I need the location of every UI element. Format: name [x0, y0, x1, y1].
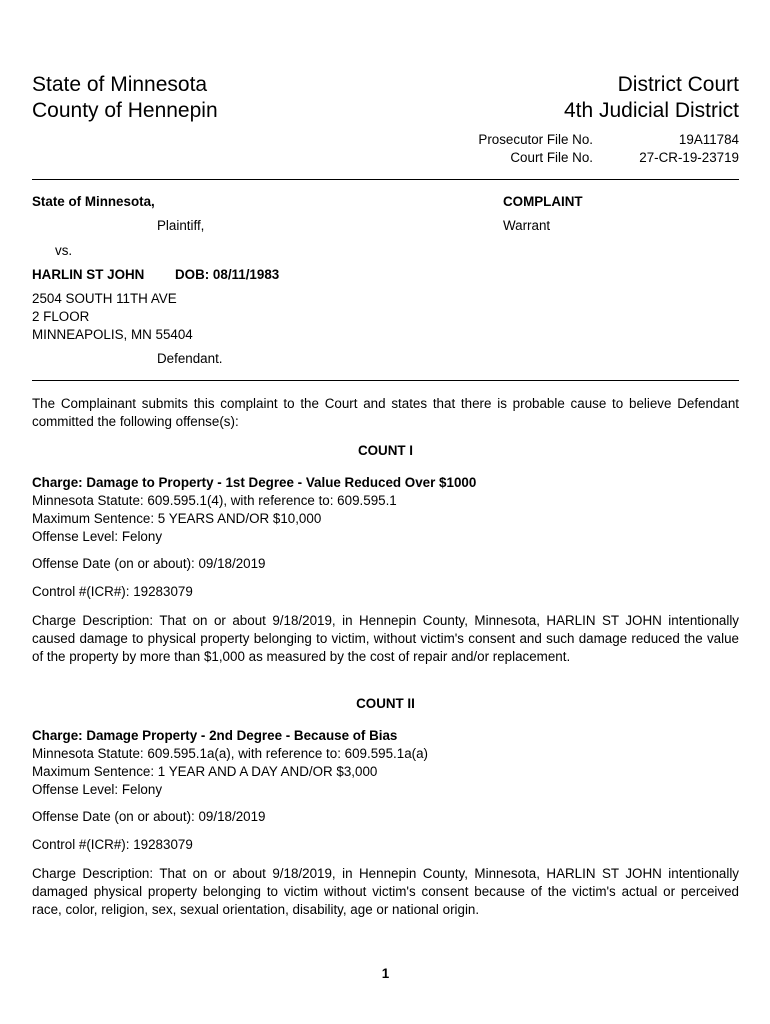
charge-description: Charge Description: That on or about 9/18/2019, in Hennepin County, Minnesota, HARLIN ST JOHN intentionally caused damage to physical property belonging to victim, without victim's consent and such damage reduced the value of the property by more than $1,000 as measured by the cost of repair and/or replacement.	[32, 613, 739, 664]
defendant-role: Defendant.	[157, 351, 223, 366]
control-number: Control #(ICR#): 19283079	[32, 584, 193, 599]
district-heading: 4th Judicial District	[563, 99, 739, 122]
charge-title: Charge: Damage to Property - 1st Degree - Value Reduced Over $1000	[32, 475, 477, 490]
offense-date: Offense Date (on or about): 09/18/2019	[32, 809, 266, 824]
versus-label: vs.	[55, 243, 73, 258]
plaintiff-role: Plaintiff,	[157, 218, 205, 233]
prosecutor-file-label: Prosecutor File No.	[478, 132, 593, 147]
document-type: COMPLAINT	[503, 194, 583, 209]
file-numbers	[478, 131, 739, 167]
count-details	[32, 474, 476, 546]
divider-top	[32, 179, 739, 180]
offense-date: Offense Date (on or about): 09/18/2019	[32, 556, 266, 571]
defendant-address	[32, 290, 193, 344]
charge-title: Charge: Damage Property - 2nd Degree - Because of Bias	[32, 728, 398, 743]
max-sentence: Maximum Sentence: 5 YEARS AND/OR $10,000	[32, 511, 322, 526]
court-file-value: 27-CR-19-23719	[639, 150, 739, 165]
count-details	[32, 727, 428, 799]
document-subtype: Warrant	[503, 218, 551, 233]
defendant-dob: DOB: 08/11/1983	[175, 267, 280, 282]
complaint-page	[32, 0, 739, 1024]
state-heading: State of Minnesota	[32, 73, 208, 96]
charge-description: Charge Description: That on or about 9/18/2019, in Hennepin County, Minnesota, HARLIN ST JOHN intentionally damaged physical property belonging to victim without victim's consent because of the victim's actual or perceived race, color, religion, sex, sexual orientation, disability, age or national origin.	[32, 866, 739, 917]
court-heading: District Court	[617, 73, 739, 96]
address-line: MINNEAPOLIS, MN 55404	[32, 327, 193, 342]
statute: Minnesota Statute: 609.595.1(4), with reference to: 609.595.1	[32, 493, 397, 508]
county-heading: County of Hennepin	[32, 99, 218, 122]
court-file-label: Court File No.	[510, 150, 593, 165]
intro-paragraph: The Complainant submits this complaint to the Court and states that there is probable cause to believe Defendant committed the following offense(s):	[32, 396, 739, 429]
page-number: 1	[381, 966, 390, 981]
header-left	[32, 72, 218, 124]
control-number: Control #(ICR#): 19283079	[32, 837, 193, 852]
offense-level: Offense Level: Felony	[32, 529, 163, 544]
prosecutor-file-value: 19A11784	[678, 132, 739, 147]
address-line: 2504 SOUTH 11TH AVE	[32, 291, 177, 306]
defendant-name: HARLIN ST JOHN	[32, 267, 145, 282]
plaintiff-name: State of Minnesota,	[32, 194, 155, 209]
count-title: COUNT I	[357, 443, 414, 458]
count-title: COUNT II	[356, 696, 415, 711]
statute: Minnesota Statute: 609.595.1a(a), with reference to: 609.595.1a(a)	[32, 746, 429, 761]
offense-level: Offense Level: Felony	[32, 782, 163, 797]
divider-bottom	[32, 380, 739, 381]
header-right	[564, 72, 739, 124]
address-line: 2 FLOOR	[32, 309, 90, 324]
max-sentence: Maximum Sentence: 1 YEAR AND A DAY AND/OR $3,000	[32, 764, 378, 779]
